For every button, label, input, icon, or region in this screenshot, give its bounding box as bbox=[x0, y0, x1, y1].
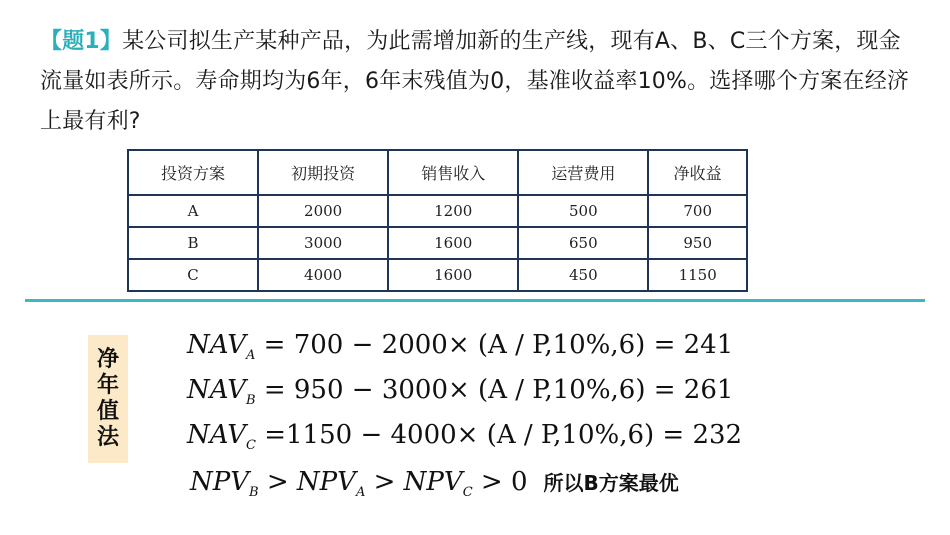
comparison-subscript: B bbox=[249, 485, 259, 500]
comparison-operator: > bbox=[258, 467, 297, 497]
comparison-operator: > 0 bbox=[472, 467, 528, 497]
header-operating-cost: 运营费用 bbox=[518, 150, 648, 195]
method-label bbox=[88, 335, 128, 463]
cell: 500 bbox=[518, 195, 648, 227]
comparison-formula bbox=[190, 467, 679, 500]
formula-lhs: NAV bbox=[187, 420, 247, 450]
cell: A bbox=[128, 195, 258, 227]
cell: 2000 bbox=[258, 195, 388, 227]
formula-rhs: =1150 − 4000× (A / P,10%,6) = 232 bbox=[255, 420, 743, 450]
cell: 1200 bbox=[388, 195, 518, 227]
cell: C bbox=[128, 259, 258, 291]
cell: B bbox=[128, 227, 258, 259]
cash-flow-table bbox=[127, 149, 748, 292]
cell: 1600 bbox=[388, 227, 518, 259]
comparison-subscript: A bbox=[355, 485, 366, 500]
header-plan: 投资方案 bbox=[128, 150, 258, 195]
cell: 1600 bbox=[388, 259, 518, 291]
header-initial-investment: 初期投资 bbox=[258, 150, 388, 195]
table-row bbox=[128, 195, 747, 227]
cell: 450 bbox=[518, 259, 648, 291]
formula-subscript: A bbox=[246, 348, 256, 363]
cell: 1150 bbox=[648, 259, 747, 291]
comparison-operator: > bbox=[365, 467, 404, 497]
cell: 700 bbox=[648, 195, 747, 227]
comparison-term: NPV bbox=[403, 467, 463, 497]
table-row bbox=[128, 259, 747, 291]
comparison-subscript: C bbox=[462, 485, 473, 500]
problem-statement bbox=[40, 22, 920, 142]
comparison-term: NPV bbox=[296, 467, 356, 497]
cell: 950 bbox=[648, 227, 747, 259]
problem-text: 某公司拟生产某种产品，为此需增加新的生产线，现有A、B、C三个方案，现金流量如表所示。寿命期均为6年，6年末残值为0，基准收益率10%。选择哪个方案在经济上最有利? bbox=[40, 29, 910, 134]
cell: 650 bbox=[518, 227, 648, 259]
cell: 4000 bbox=[258, 259, 388, 291]
formula-rhs: = 950 − 3000× (A / P,10%,6) = 261 bbox=[255, 375, 734, 405]
formula-nav-a bbox=[187, 330, 733, 363]
formula-nav-b bbox=[187, 375, 733, 408]
comparison-term: NPV bbox=[190, 467, 250, 497]
method-label-char: 年 bbox=[96, 373, 119, 398]
section-divider bbox=[25, 299, 925, 302]
table-row bbox=[128, 227, 747, 259]
formula-nav-c bbox=[187, 420, 742, 453]
table-header-row bbox=[128, 150, 747, 195]
formula-subscript: B bbox=[246, 393, 256, 408]
method-label-char: 净 bbox=[96, 347, 119, 372]
cell: 3000 bbox=[258, 227, 388, 259]
method-label-char: 值 bbox=[96, 399, 119, 424]
formula-rhs: = 700 − 2000× (A / P,10%,6) = 241 bbox=[255, 330, 734, 360]
formula-subscript: C bbox=[246, 438, 256, 453]
header-net-income: 净收益 bbox=[648, 150, 747, 195]
conclusion-text: 所以B方案最优 bbox=[543, 471, 679, 495]
formula-lhs: NAV bbox=[187, 330, 247, 360]
problem-tag: 【题1】 bbox=[40, 29, 123, 54]
header-sales-revenue: 销售收入 bbox=[388, 150, 518, 195]
formula-lhs: NAV bbox=[187, 375, 247, 405]
method-label-char: 法 bbox=[96, 425, 119, 450]
